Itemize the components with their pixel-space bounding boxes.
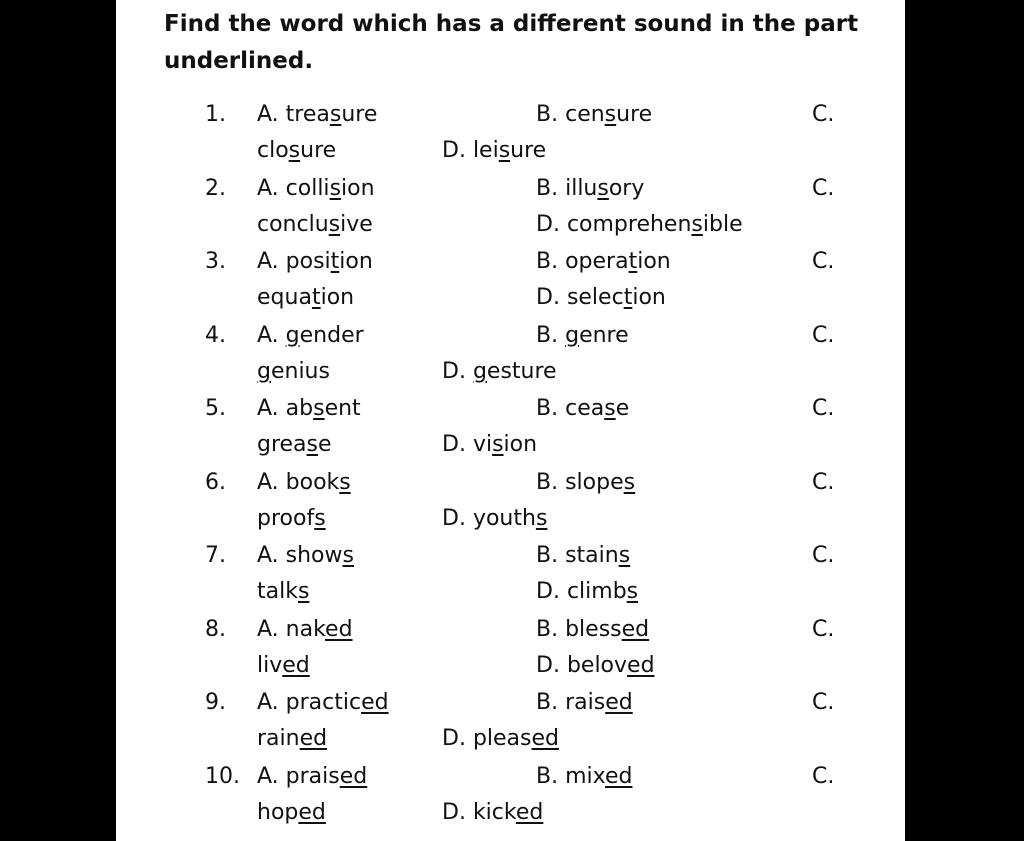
option-c	[257, 721, 327, 757]
option-word-end: ion	[632, 285, 666, 310]
option-c	[257, 501, 326, 537]
option-c	[812, 685, 834, 721]
underlined-part: ed	[361, 690, 389, 715]
underlined-part: ed	[325, 616, 353, 642]
option-c	[812, 465, 834, 501]
option-c	[257, 207, 373, 243]
option-label: D.	[536, 579, 560, 604]
option-word-start: stain	[565, 543, 619, 568]
option-word-end: e	[615, 396, 630, 421]
underlined-part: ed	[621, 616, 650, 642]
option-c	[257, 427, 332, 463]
question-item	[116, 318, 905, 391]
option-c	[812, 759, 834, 795]
underlined-part: s	[597, 175, 609, 201]
option-d	[442, 354, 557, 390]
option-word-start: mix	[565, 763, 605, 789]
option-a	[257, 97, 377, 133]
option-label: D.	[442, 358, 466, 384]
option-label: A.	[257, 469, 279, 495]
question-item	[116, 97, 905, 170]
option-b	[536, 759, 632, 795]
underlined-part: s	[623, 469, 636, 495]
option-word-start: talk	[257, 579, 298, 604]
option-d	[536, 574, 638, 610]
option-c	[812, 244, 834, 280]
option-word-start: practic	[285, 690, 362, 715]
option-label: B.	[536, 690, 559, 715]
option-word-start: rais	[565, 690, 606, 715]
option-label: D.	[536, 285, 560, 310]
option-label: B.	[536, 175, 559, 201]
option-word-start: colli	[285, 175, 330, 201]
underlined-part: g	[565, 322, 580, 348]
underlined-part: ed	[604, 763, 633, 789]
underlined-part: t	[330, 249, 340, 274]
option-word-start: posi	[285, 249, 331, 274]
question-number: 2.	[205, 175, 226, 201]
option-label: D.	[536, 211, 560, 237]
option-label: A.	[257, 102, 279, 127]
option-word-start: youth	[472, 505, 536, 531]
question-item	[116, 612, 905, 685]
option-c	[812, 318, 834, 354]
option-word-end: ure	[510, 138, 547, 163]
option-word-start: grea	[257, 432, 307, 457]
option-word-end: esture	[486, 358, 557, 384]
underlined-part: s	[329, 102, 342, 127]
option-c	[812, 538, 834, 574]
underlined-part: g	[472, 358, 487, 384]
question-number: 1.	[205, 102, 226, 127]
underlined-part: s	[339, 469, 351, 495]
option-label: B.	[536, 543, 559, 568]
question-number: 10.	[205, 763, 240, 789]
underlined-part: ed	[298, 799, 326, 825]
underlined-part: g	[285, 322, 300, 348]
option-b	[536, 318, 629, 354]
option-label: A.	[257, 396, 279, 421]
option-word-start: equa	[257, 285, 312, 310]
underlined-part: s	[313, 396, 325, 421]
instructions	[164, 6, 864, 80]
option-word-start: slope	[565, 469, 624, 495]
option-label: D.	[442, 432, 466, 457]
option-a	[257, 465, 351, 501]
option-b	[536, 244, 671, 280]
option-b	[536, 171, 644, 207]
option-c	[257, 795, 326, 831]
underlined-part: s	[498, 138, 511, 163]
option-label: A.	[257, 175, 279, 201]
question-item	[116, 538, 905, 611]
option-word-end: ender	[299, 322, 364, 348]
option-word-end: ible	[702, 211, 743, 237]
option-a	[257, 685, 389, 721]
option-label: C.	[812, 763, 835, 789]
option-word-start: ab	[285, 396, 314, 421]
option-label: A.	[257, 249, 279, 274]
option-c	[812, 391, 834, 427]
option-word-start: nak	[285, 616, 326, 642]
option-word-end: ion	[320, 285, 355, 310]
option-word-end: ure	[341, 102, 378, 127]
option-word-start: prais	[285, 763, 340, 789]
underlined-part: s	[314, 505, 326, 531]
option-word-start: selec	[566, 285, 624, 310]
option-label: D.	[536, 652, 560, 678]
option-label: A.	[257, 322, 279, 348]
option-word-start: pleas	[472, 726, 532, 751]
option-a	[257, 391, 361, 427]
option-c	[257, 354, 330, 390]
option-c	[257, 574, 309, 610]
underlined-part: s	[535, 505, 548, 531]
option-label: B.	[536, 469, 559, 495]
option-word-start: liv	[257, 652, 283, 678]
question-item	[116, 171, 905, 244]
option-label: C.	[812, 690, 835, 715]
question-item	[116, 244, 905, 317]
option-word-start: opera	[565, 249, 629, 274]
option-a	[257, 171, 375, 207]
underlined-part: s	[604, 396, 616, 421]
option-c	[812, 171, 834, 207]
question-number: 5.	[205, 396, 226, 421]
option-a	[257, 318, 364, 354]
question-number: 7.	[205, 543, 226, 568]
underlined-part: g	[257, 358, 271, 384]
option-word-end: ure	[300, 138, 337, 163]
option-d	[442, 501, 547, 537]
option-d	[442, 795, 543, 831]
option-word-end: ion	[339, 249, 373, 274]
option-word-start: lei	[472, 138, 499, 163]
underlined-part: ed	[282, 652, 310, 678]
underlined-part: ed	[339, 763, 368, 789]
option-label: C.	[812, 396, 835, 421]
option-word-start: cea	[565, 396, 605, 421]
option-word-end: enre	[579, 322, 629, 348]
underlined-part: ed	[627, 652, 655, 678]
instructions-line-1: Find the word which has a different sound in the part	[164, 11, 859, 37]
option-word-start: conclu	[257, 211, 329, 237]
underlined-part: s	[626, 579, 639, 604]
option-label: D.	[442, 138, 466, 163]
option-word-start: belov	[566, 652, 628, 678]
underlined-part: s	[328, 211, 341, 237]
option-b	[536, 391, 629, 427]
option-word-start: illu	[565, 175, 598, 201]
option-c	[812, 97, 834, 133]
underlined-part: s	[297, 579, 310, 604]
option-b	[536, 685, 633, 721]
underlined-part: s	[604, 102, 617, 127]
option-d	[442, 133, 546, 169]
option-word-start: rain	[257, 726, 300, 751]
option-word-end: enius	[270, 358, 330, 384]
option-label: D.	[442, 505, 466, 531]
option-d	[536, 648, 655, 684]
question-number: 8.	[205, 616, 226, 642]
underlined-part: s	[691, 211, 703, 237]
option-d	[536, 207, 743, 243]
option-word-end: e	[318, 432, 332, 457]
option-word-end: ion	[341, 175, 375, 201]
option-word-start: book	[285, 469, 340, 495]
option-word-start: comprehen	[566, 211, 692, 237]
option-label: C.	[812, 175, 835, 201]
underlined-part: ed	[515, 799, 544, 825]
question-item	[116, 685, 905, 758]
underlined-part: t	[623, 285, 633, 310]
underlined-part: ed	[531, 726, 559, 751]
option-label: C.	[812, 322, 835, 348]
instructions-line-2: underlined.	[164, 48, 314, 74]
option-label: B.	[536, 102, 559, 127]
underlined-part: s	[342, 543, 354, 568]
option-word-start: trea	[285, 102, 330, 127]
option-word-start: clo	[257, 138, 289, 163]
option-label: B.	[536, 322, 559, 348]
option-word-start: vi	[472, 432, 493, 457]
option-word-start: show	[285, 543, 343, 568]
underlined-part: t	[628, 249, 638, 274]
option-label: B.	[536, 763, 559, 789]
option-c	[812, 612, 834, 648]
option-a	[257, 759, 367, 795]
underlined-part: ed	[299, 726, 328, 751]
option-label: A.	[257, 763, 279, 789]
underlined-part: s	[492, 432, 504, 457]
option-d	[442, 721, 559, 757]
worksheet-page	[116, 0, 905, 841]
underlined-part: s	[306, 432, 319, 457]
question-item	[116, 759, 905, 832]
option-label: C.	[812, 249, 835, 274]
underlined-part: ed	[605, 690, 633, 715]
option-label: B.	[536, 396, 559, 421]
option-word-end: ure	[616, 102, 653, 127]
question-number: 3.	[205, 249, 226, 274]
option-word-start: cen	[565, 102, 605, 127]
underlined-part: s	[288, 138, 301, 163]
option-c	[257, 648, 310, 684]
underlined-part: s	[329, 175, 342, 201]
option-word-start: hop	[257, 799, 299, 825]
option-a	[257, 612, 353, 648]
option-b	[536, 612, 649, 648]
option-word-start: bless	[565, 616, 622, 642]
option-c	[257, 133, 336, 169]
option-label: C.	[812, 469, 835, 495]
option-label: B.	[536, 616, 559, 642]
underlined-part: s	[618, 543, 631, 568]
option-word-end: ory	[608, 175, 645, 201]
option-label: A.	[257, 543, 279, 568]
option-word-start: climb	[566, 579, 627, 604]
option-a	[257, 244, 373, 280]
option-label: D.	[442, 799, 466, 825]
question-item	[116, 465, 905, 538]
question-number: 9.	[205, 690, 226, 715]
option-label: A.	[257, 616, 279, 642]
option-word-end: ion	[637, 249, 671, 274]
underlined-part: t	[311, 285, 321, 310]
option-label: A.	[257, 690, 279, 715]
option-label: C.	[812, 102, 835, 127]
option-a	[257, 538, 354, 574]
question-item	[116, 391, 905, 464]
question-number: 4.	[205, 322, 226, 348]
option-d	[536, 280, 666, 316]
option-word-end: ion	[503, 432, 538, 457]
option-word-end: ive	[340, 211, 373, 237]
option-label: D.	[442, 726, 466, 751]
option-b	[536, 465, 635, 501]
option-b	[536, 97, 652, 133]
option-c	[257, 280, 354, 316]
option-word-start: kick	[472, 799, 516, 825]
option-label: C.	[812, 616, 835, 642]
option-label: B.	[536, 249, 559, 274]
question-number: 6.	[205, 469, 226, 495]
option-b	[536, 538, 630, 574]
option-d	[442, 427, 537, 463]
option-word-start: proof	[257, 505, 315, 531]
option-word-end: ent	[324, 396, 361, 421]
option-label: C.	[812, 543, 835, 568]
